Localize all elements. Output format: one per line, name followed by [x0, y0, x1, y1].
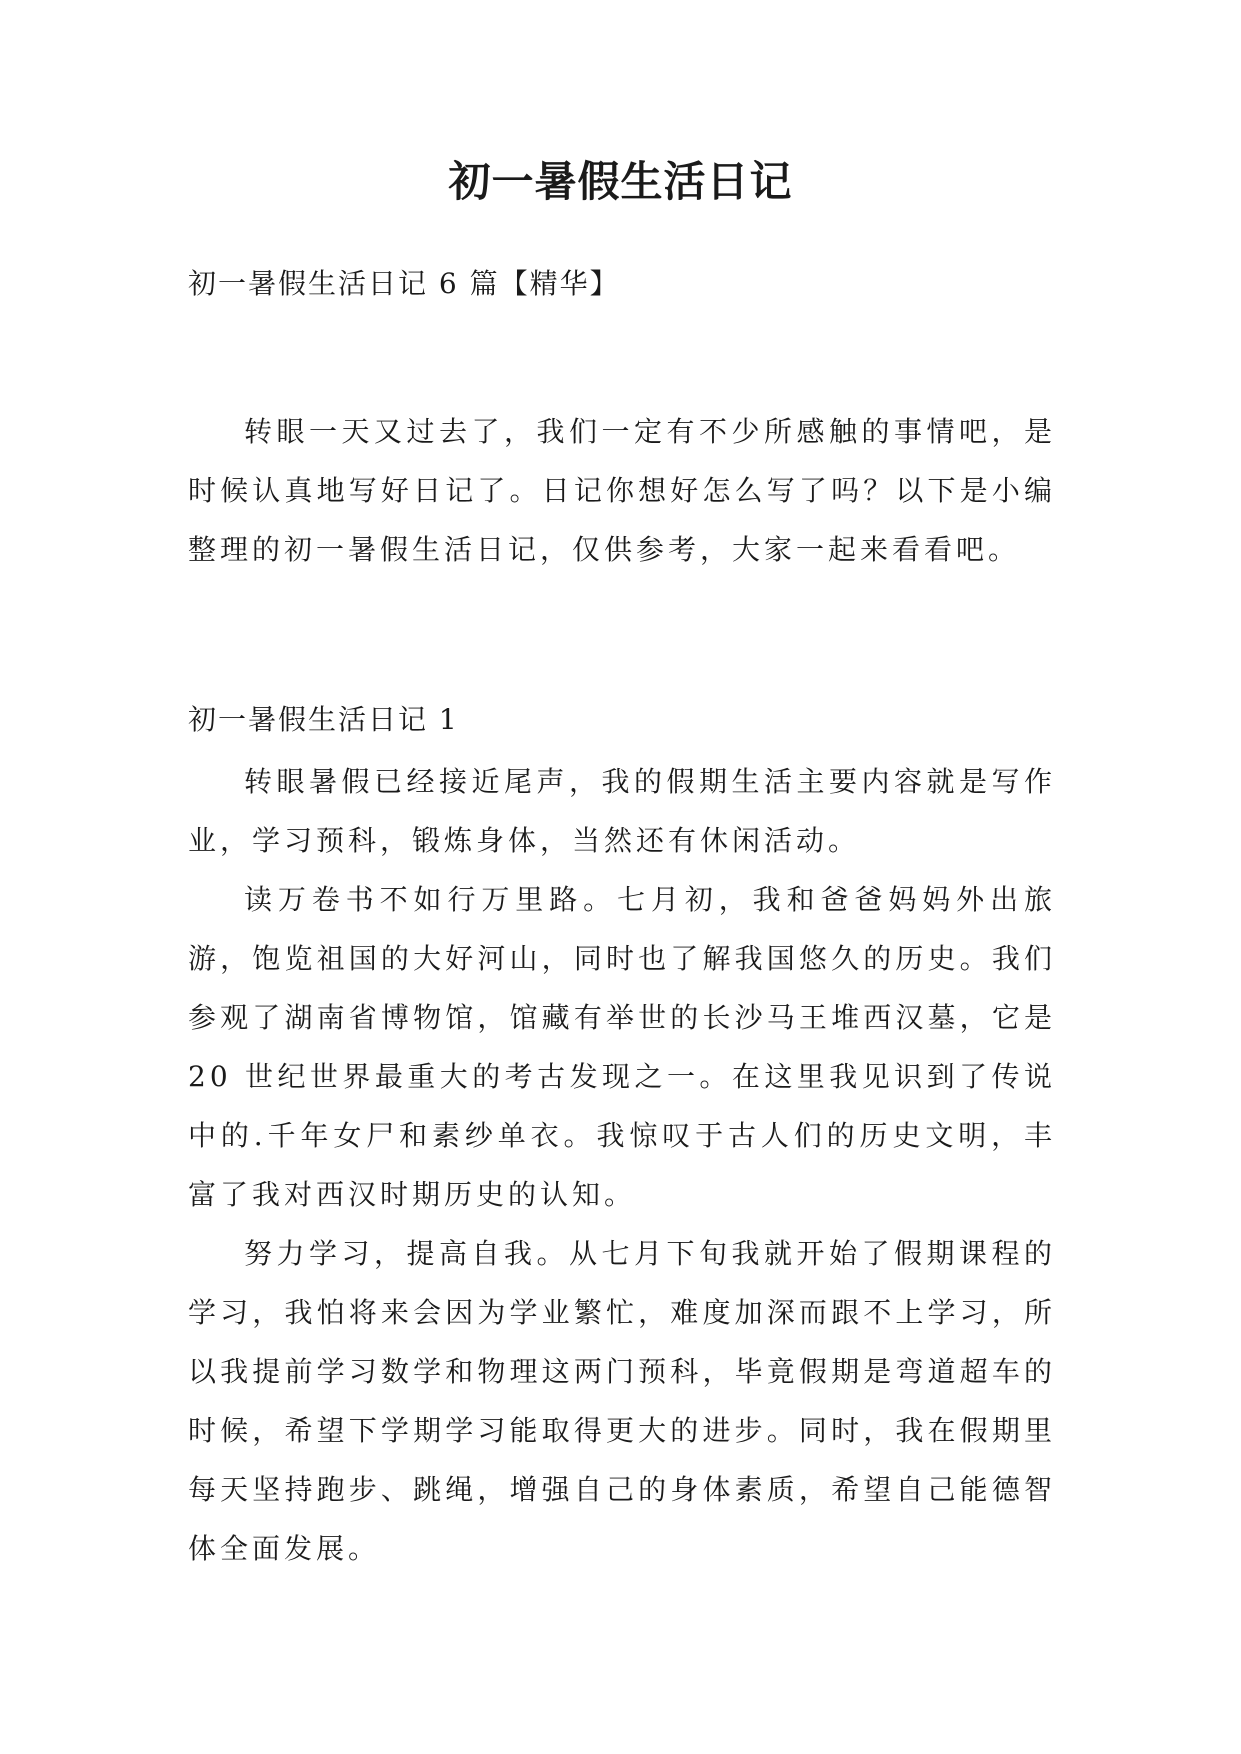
document-title: 初一暑假生活日记	[448, 157, 793, 206]
section-heading: 初一暑假生活日记 1	[188, 703, 459, 736]
intro-paragraph: 转眼一天又过去了，我们一定有不少所感触的事情吧，是时候认真地写好日记了。日记你想好怎么写了吗？以下是小编整理的初一暑假生活日记，仅供参考，大家一起来看看吧。	[188, 415, 1056, 566]
paragraph-2: 读万卷书不如行万里路。七月初，我和爸爸妈妈外出旅游，饱览祖国的大好河山，同时也了解我国悠久的历史。我们参观了湖南省博物馆，馆藏有举世的长沙马王堆西汉墓，它是 20 世纪世界最重大的考古发现之一。在这里我见识到了传说中的.千年女尸和素纱单衣。我惊叹于古人们的历史文明，丰富了我对西汉时期历史的认知。	[188, 883, 1056, 1211]
document-subtitle: 初一暑假生活日记 6 篇【精华】	[188, 267, 620, 300]
paragraph-1: 转眼暑假已经接近尾声，我的假期生活主要内容就是写作业，学习预科，锻炼身体，当然还有休闲活动。	[188, 765, 1056, 857]
intro-block	[188, 402, 1056, 579]
diary-body	[188, 752, 1056, 1578]
paragraph-3: 努力学习，提高自我。从七月下旬我就开始了假期课程的学习，我怕将来会因为学业繁忙，难度加深而跟不上学习，所以我提前学习数学和物理这两门预科，毕竟假期是弯道超车的时候，希望下学期学习能取得更大的进步。同时，我在假期里每天坚持跑步、跳绳，增强自己的身体素质，希望自己能德智体全面发展。	[188, 1237, 1056, 1565]
